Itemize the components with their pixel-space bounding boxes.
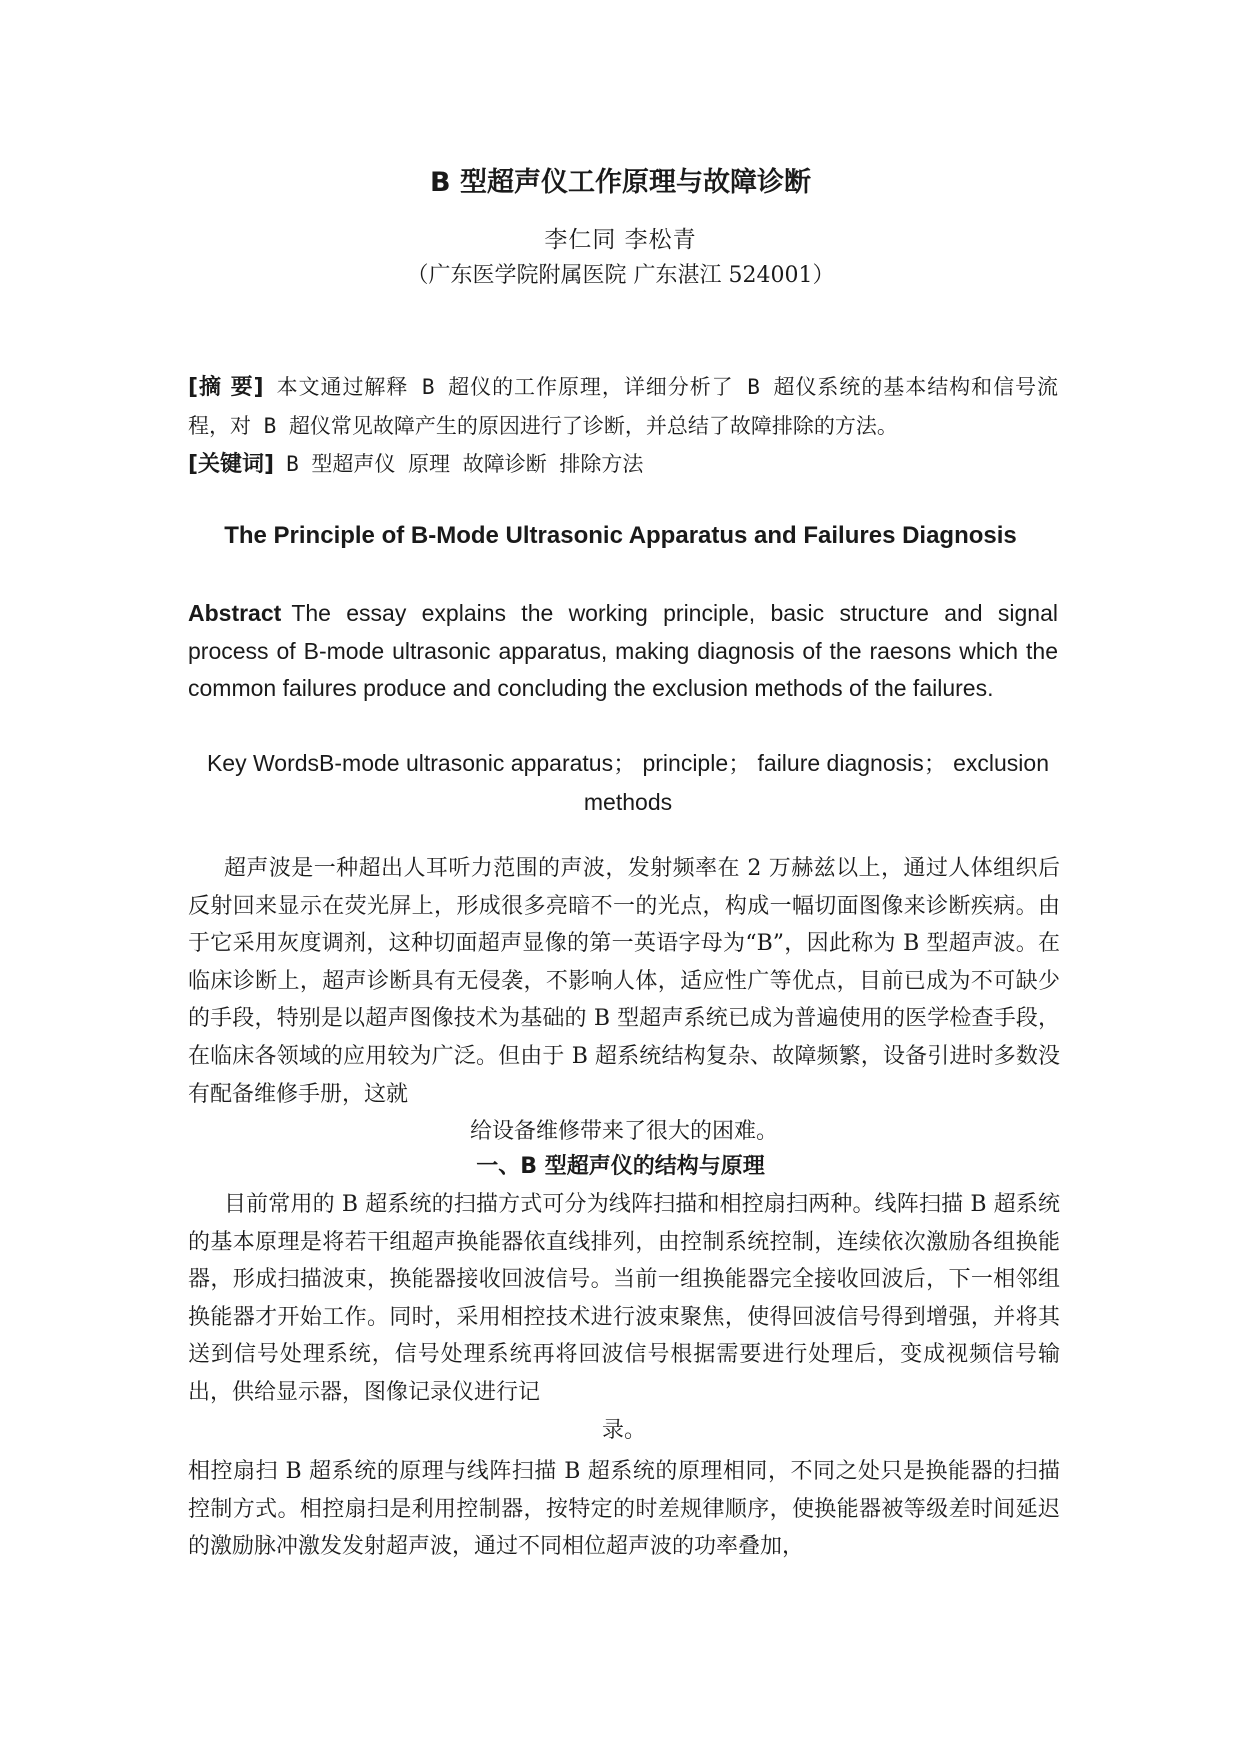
body-paragraph-intro-last-line: 给设备维修带来了很大的困难。 — [469, 1119, 778, 1145]
paper-title: B 型超声仪工作原理与故障诊断 — [430, 167, 811, 198]
cn-abstract-text: 本文通过解释 B 超仪的工作原理，详细分析了 B 超仪系统的基本结构和信号流程，对 B 超仪常见故障产生的原因进行了诊断，并总结了故障排除的方法。 — [188, 375, 1058, 438]
paper-affiliation: （广东医学院附属医院 广东湛江 524001） — [406, 263, 835, 288]
cn-abstract-label: [摘 要] — [188, 375, 264, 400]
cn-abstract — [188, 368, 1058, 445]
cn-keywords-label: [关键词] — [188, 452, 275, 477]
body-paragraph-phased-scan: 相控扇扫 B 超系统的原理与线阵扫描 B 超系统的原理相同，不同之处只是换能器的扫描控制方式。相控扇扫是利用控制器，按特定的时差规律顺序，使换能器被等级差时间延迟的激励脉冲激发发射超声波，通过不同相位超声波的功率叠加， — [188, 1459, 1060, 1560]
paper-authors: 李仁同 李松青 — [544, 227, 697, 253]
en-abstract-label: Abstract — [188, 600, 282, 626]
cn-keywords-text: B 型超声仪 原理 故障诊断 排除方法 — [286, 452, 644, 476]
body-paragraph-linear-scan-text: 目前常用的 B 超系统的扫描方式可分为线阵扫描和相控扇扫两种。线阵扫描 B 超系统的基本原理是将若干组超声换能器依直线排列，由控制系统控制，连续依次激励各组换能器，形成扫描波束，换能器接收回波信号。当前一组换能器完全接收回波后，下一相邻组换能器才开始工作。同时，采用相控技术进行波束聚焦，使得回波信号得到增强，并将其送到信号处理系统，信号处理系统再将回波信号根据需要进行处理后，变成视频信号输出，供给显示器，图像记录仪进行记 — [188, 1192, 1060, 1405]
en-keywords-label: Key Words — [206, 750, 320, 776]
english-title: The Principle of B-Mode Ultrasonic Apparatus and Failures Diagnosis — [224, 522, 1017, 549]
cn-keywords — [188, 445, 1058, 484]
en-abstract-text: The essay explains the working principle, basic structure and signal process of B-mode ultrasonic apparatus, making diagnosis of the raesons which the common failures produce and concluding the exclusion methods of the failures. — [188, 600, 1058, 701]
body-paragraph-intro-text: 超声波是一种超出人耳听力范围的声波，发射频率在 2 万赫兹以上，通过人体组织后反射回来显示在荧光屏上，形成很多亮暗不一的光点，构成一幅切面图像来诊断疾病。由于它采用灰度调剂，这种切面超声显像的第一英语字母为“B”，因此称为 B 型超声波。在临床诊断上，超声诊断具有无侵袭，不影响人体，适应性广等优点，目前已成为不可缺少的手段，特别是以超声图像技术为基础的 B 型超声系统已成为普遍使用的医学检查手段，在临床各领域的应用较为广泛。但由于 B 超系统结构复杂、故障频繁，设备引进时多数没有配备维修手册，这就 — [188, 856, 1060, 1107]
en-keywords-text: B-mode ultrasonic apparatus； principle； failure diagnosis； exclusion methods — [319, 750, 1050, 815]
section-heading-1: 一、B 型超声仪的结构与原理 — [476, 1154, 765, 1179]
en-abstract — [188, 595, 1058, 708]
body-paragraph-intro — [188, 850, 1060, 1151]
body-paragraph-linear-scan-last-line: 录。 — [601, 1417, 646, 1443]
en-keywords — [188, 744, 1068, 822]
body-paragraph-linear-scan — [188, 1186, 1060, 1449]
